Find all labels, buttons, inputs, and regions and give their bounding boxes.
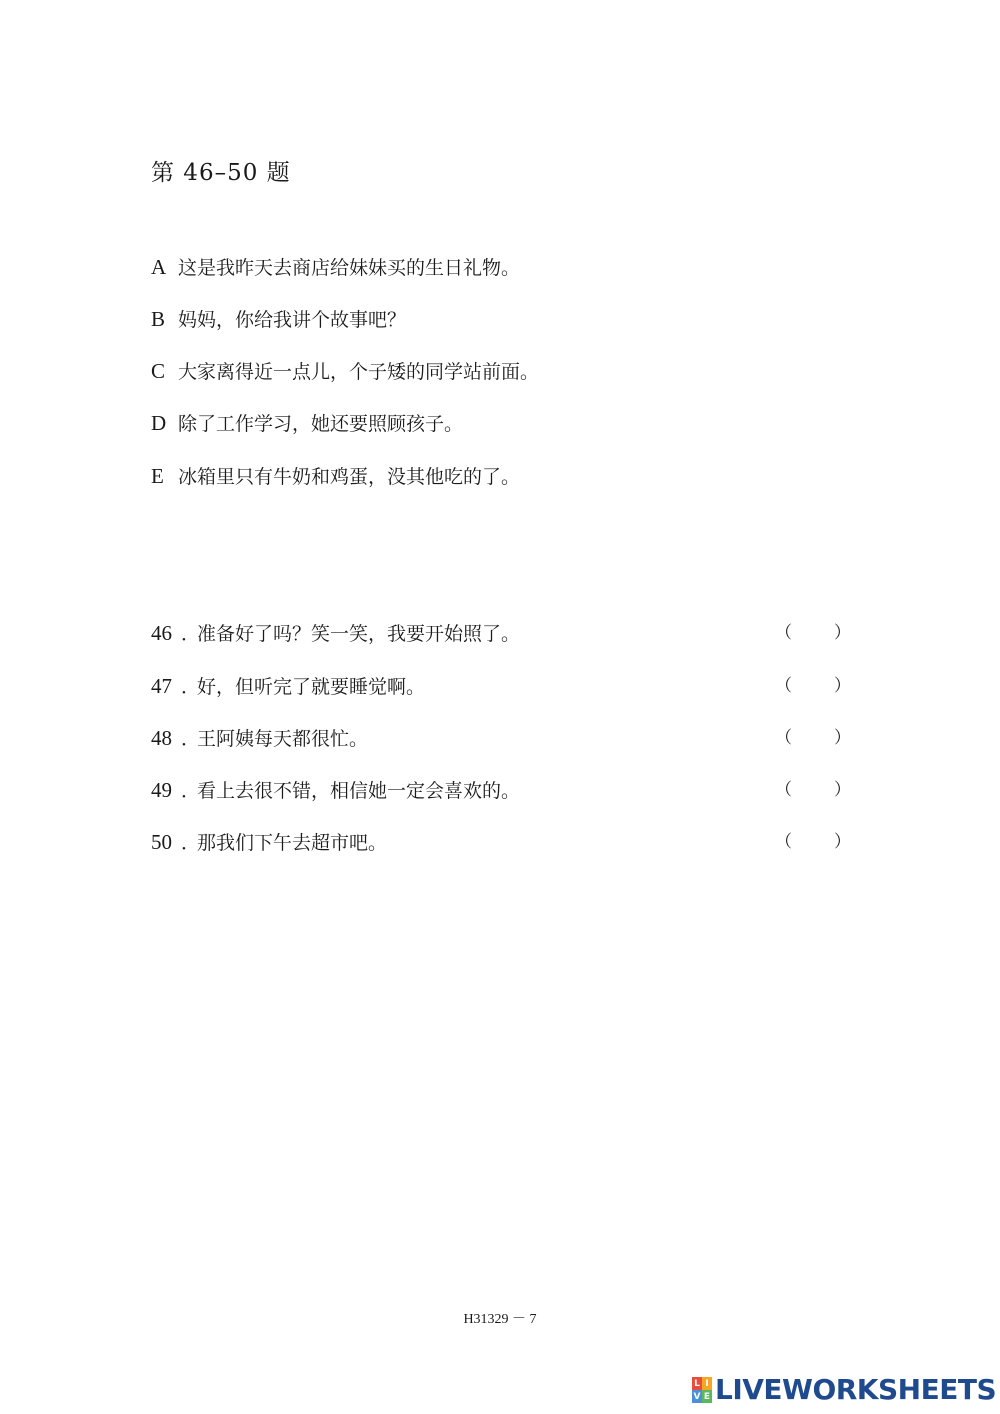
number-dot: ．	[181, 780, 201, 802]
question-text: 那我们下午去超市吧。	[197, 832, 388, 854]
close-paren: ）	[834, 780, 851, 800]
question-46	[151, 618, 851, 648]
question-text: 王阿姨每天都很忙。	[197, 728, 369, 750]
option-text: 除了工作学习，她还要照顾孩子。	[178, 413, 464, 435]
page-code: H31329 － 7	[463, 1312, 537, 1327]
option-e	[151, 461, 520, 491]
option-d	[151, 408, 463, 438]
question-49	[151, 775, 851, 805]
option-b	[151, 304, 406, 334]
answer-box-50[interactable]	[775, 827, 851, 857]
open-paren: （	[775, 832, 792, 852]
liveworksheets-icon	[692, 1377, 712, 1403]
question-50	[151, 827, 851, 857]
option-text: 冰箱里只有牛奶和鸡蛋，没其他吃的了。	[178, 466, 521, 488]
question-48	[151, 723, 851, 753]
question-number: 49	[151, 778, 172, 802]
option-text: 大家离得近一点儿，个子矮的同学站前面。	[178, 361, 540, 383]
close-paren: ）	[834, 676, 851, 696]
logo-letter-i: I	[702, 1377, 712, 1390]
number-dot: ．	[181, 623, 201, 645]
question-text: 看上去很不错，相信她一定会喜欢的。	[197, 780, 521, 802]
option-c	[151, 356, 539, 386]
question-number: 46	[151, 621, 172, 645]
answer-box-48[interactable]	[775, 723, 851, 753]
question-number: 48	[151, 726, 172, 750]
number-dot: ．	[181, 728, 201, 750]
option-letter: B	[151, 307, 166, 331]
option-a	[151, 252, 520, 282]
open-paren: （	[775, 780, 792, 800]
answer-box-46[interactable]	[775, 618, 851, 648]
number-dot: ．	[181, 832, 201, 854]
close-paren: ）	[834, 832, 851, 852]
liveworksheets-logo	[692, 1373, 996, 1407]
question-47	[151, 671, 851, 701]
answer-box-47[interactable]	[775, 671, 851, 701]
answer-box-49[interactable]	[775, 775, 851, 805]
logo-letter-v: V	[693, 1391, 701, 1402]
close-paren: ）	[834, 728, 851, 748]
question-number: 50	[151, 830, 172, 854]
option-text: 妈妈，你给我讲个故事吧？	[178, 309, 407, 331]
option-letter: E	[151, 464, 164, 488]
number-dot: ．	[181, 676, 201, 698]
open-paren: （	[775, 623, 792, 643]
section-title: 第 46–50 题	[151, 160, 291, 186]
option-letter: D	[151, 411, 167, 435]
question-text: 准备好了吗？笑一笑，我要开始照了。	[197, 623, 521, 645]
option-text: 这是我昨天去商店给妹妹买的生日礼物。	[178, 257, 521, 279]
close-paren: ）	[834, 623, 851, 643]
question-number: 47	[151, 674, 172, 698]
option-letter: A	[151, 255, 167, 279]
logo-letter-l: L	[692, 1377, 702, 1390]
brand-name: LIVEWORKSHEETS	[715, 1373, 997, 1406]
open-paren: （	[775, 728, 792, 748]
open-paren: （	[775, 676, 792, 696]
logo-letter-e: E	[703, 1391, 711, 1402]
option-letter: C	[151, 359, 166, 383]
question-text: 好，但听完了就要睡觉啊。	[197, 676, 426, 698]
